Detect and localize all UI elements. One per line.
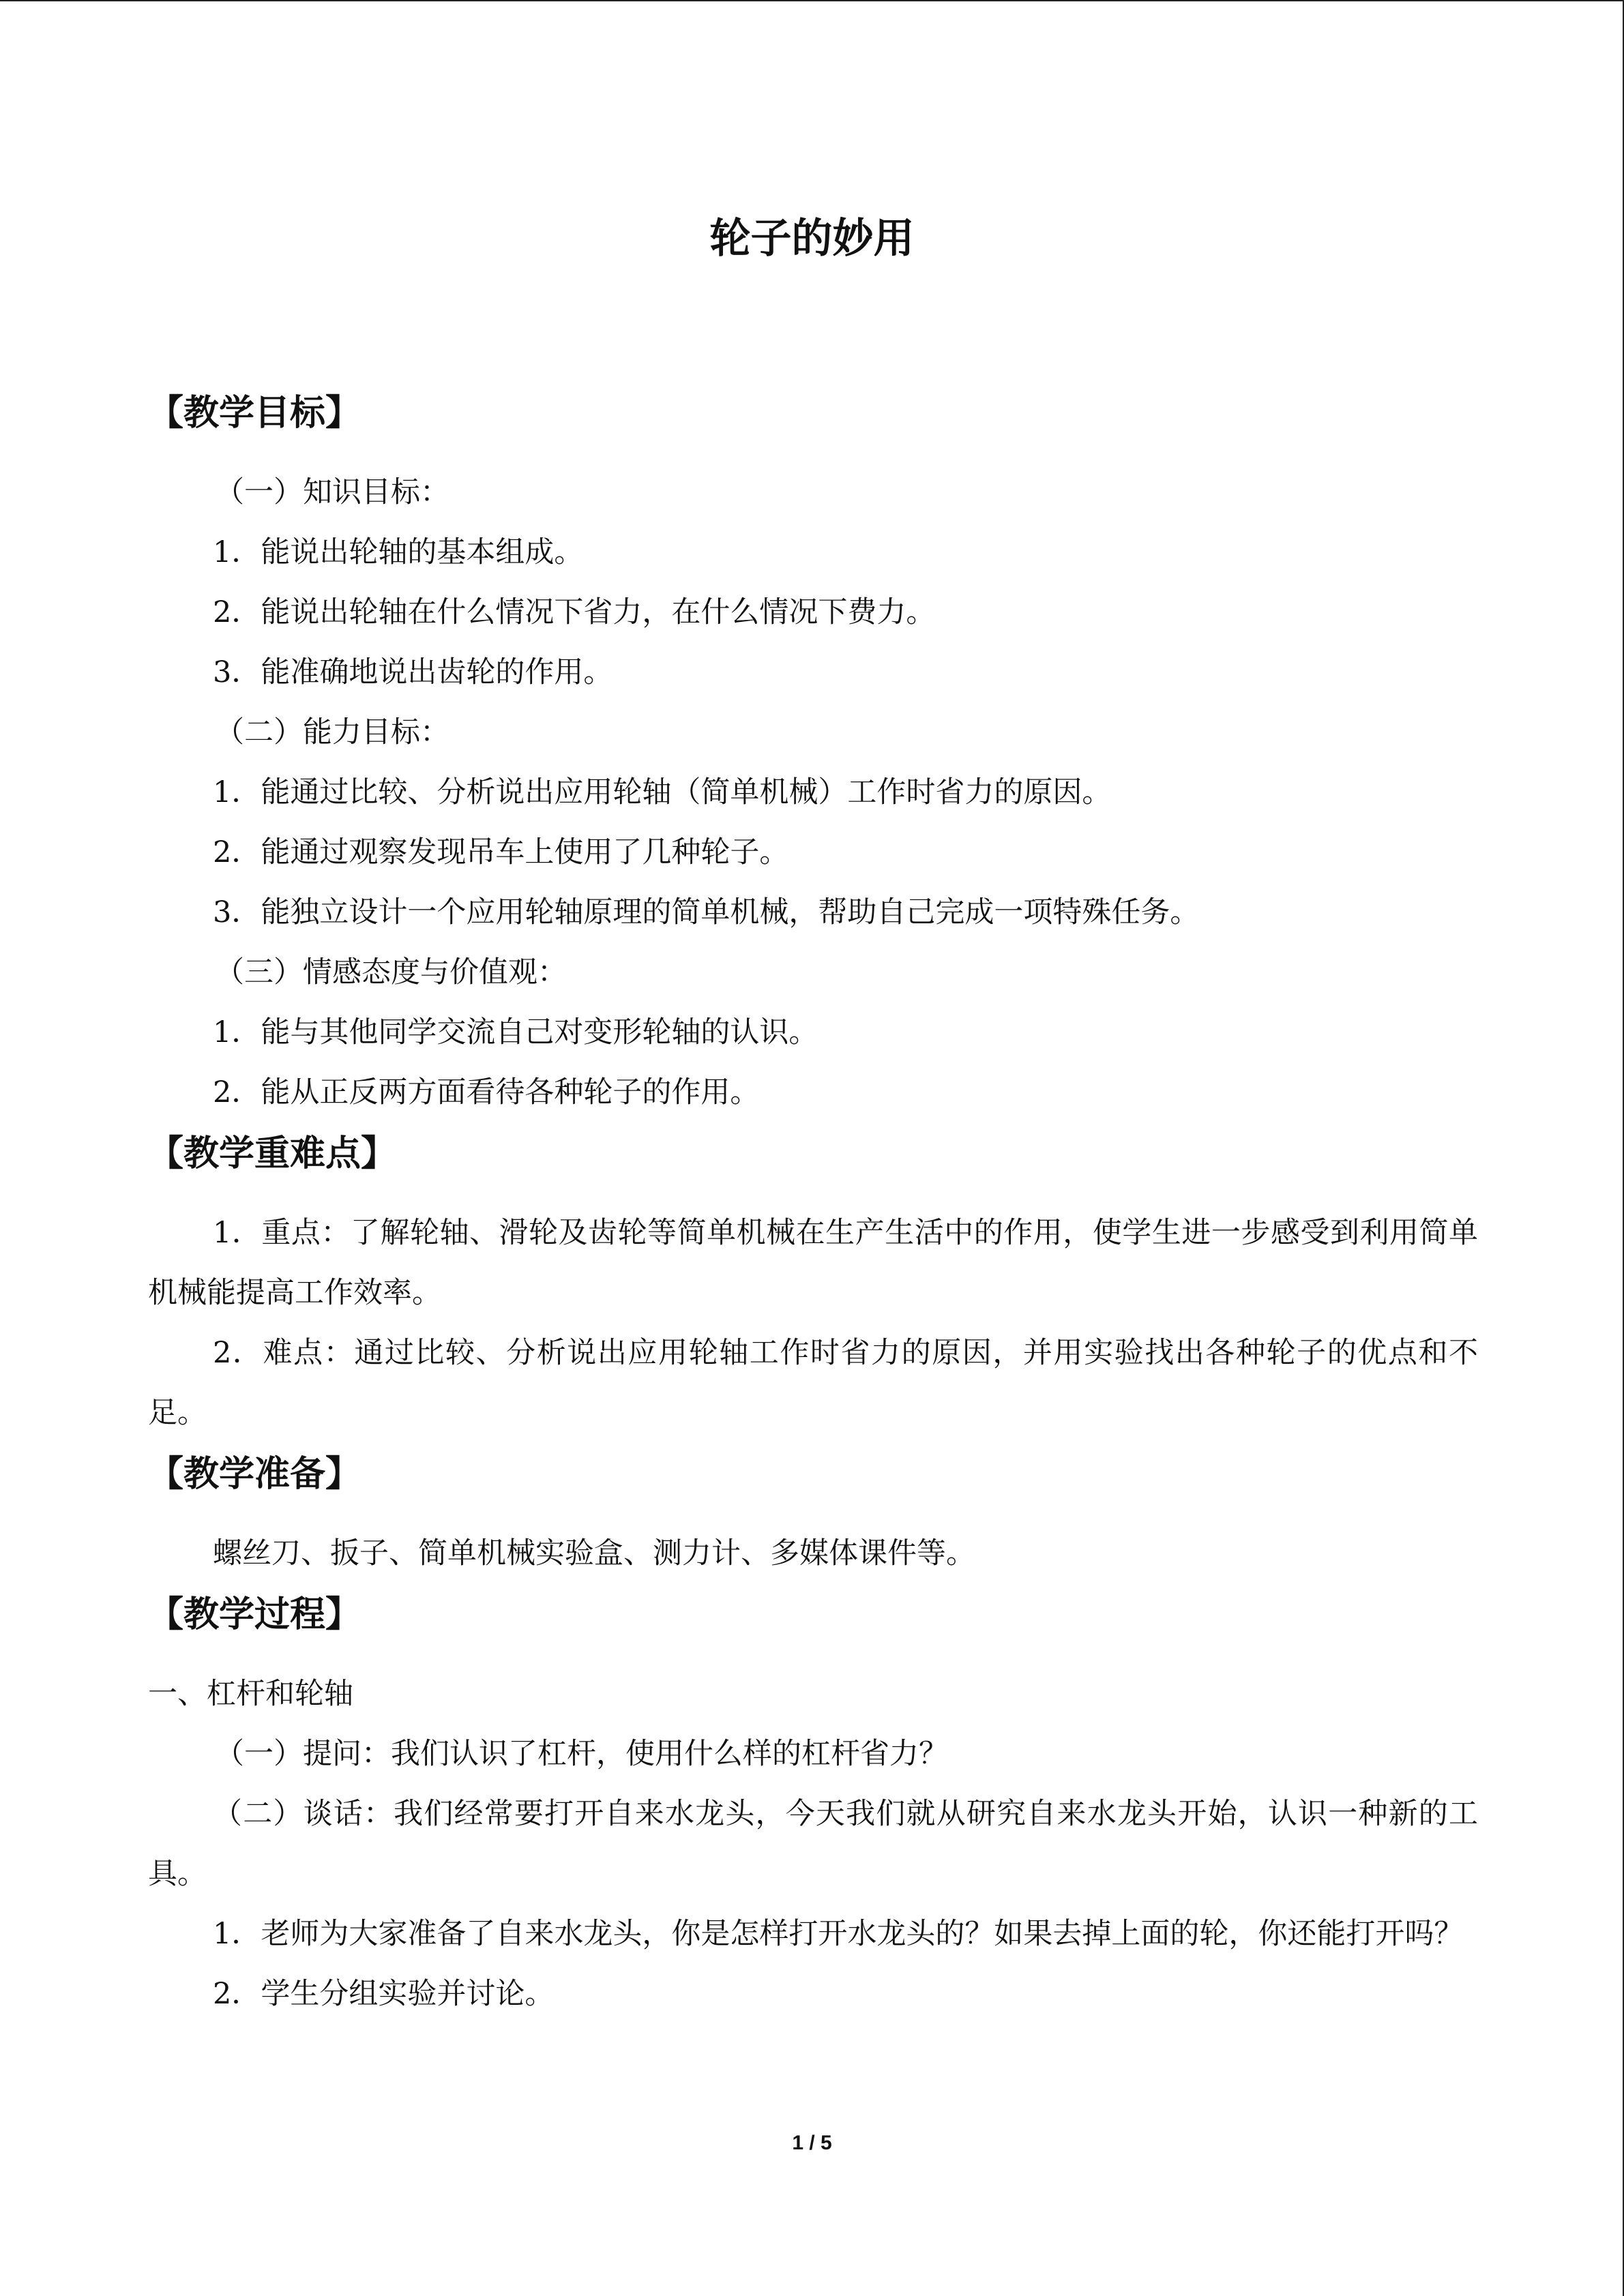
sub-ability-goals: （二）能力目标： (215, 715, 449, 749)
attitude-item-2: 2．能从正反两方面看待各种轮子的作用。 (213, 1075, 760, 1109)
attitude-item-1: 1．能与其他同学交流自己对变形轮轴的认识。 (213, 1015, 818, 1049)
page-number: 1 / 5 (792, 2132, 832, 2154)
key-point-paragraph: 1．重点：了解轮轴、滑轮及齿轮等简单机械在生产生活中的作用，使学生进一步感受到利用简单机械能提高工作效率。 (148, 1216, 1478, 1310)
ability-item-3: 3．能独立设计一个应用轮轴原理的简单机械，帮助自己完成一项特殊任务。 (213, 895, 1200, 929)
heading-process: 【教学过程】 (148, 1594, 361, 1635)
process-step-1: 1．老师为大家准备了自来水龙头，你是怎样打开水龙头的？如果去掉上面的轮，你还能打开吗？ (213, 1917, 1464, 1951)
heading-key-points: 【教学重难点】 (148, 1133, 397, 1174)
difficulty-paragraph: 2．难点：通过比较、分析说出应用轮轴工作时省力的原因，并用实验找出各种轮子的优点和不足。 (148, 1336, 1478, 1430)
process-section-1: 一、杠杆和轮轴 (148, 1677, 353, 1711)
preparation-paragraph: 螺丝刀、扳子、简单机械实验盒、测力计、多媒体课件等。 (213, 1536, 975, 1570)
ability-item-2: 2．能通过观察发现吊车上使用了几种轮子。 (213, 835, 789, 869)
knowledge-item-2: 2．能说出轮轴在什么情况下省力，在什么情况下费力。 (213, 595, 936, 629)
process-talk-paragraph: （二）谈话：我们经常要打开自来水龙头，今天我们就从研究自来水龙头开始，认识一种新的工具。 (148, 1797, 1478, 1891)
document-body (148, 382, 1478, 2024)
heading-objectives: 【教学目标】 (148, 393, 361, 434)
process-question-1: （一）提问：我们认识了杠杆，使用什么样的杠杆省力？ (215, 1737, 948, 1771)
heading-preparation: 【教学准备】 (148, 1454, 361, 1495)
sub-knowledge-goals: （一）知识目标： (215, 475, 449, 509)
document-title: 轮子的妙用 (709, 215, 915, 263)
knowledge-item-3: 3．能准确地说出齿轮的作用。 (213, 655, 613, 689)
process-step-2: 2．学生分组实验并讨论。 (213, 1977, 555, 2011)
knowledge-item-1: 1．能说出轮轴的基本组成。 (213, 535, 584, 569)
ability-item-1: 1．能通过比较、分析说出应用轮轴（简单机械）工作时省力的原因。 (213, 775, 1112, 809)
sub-attitude-goals: （三）情感态度与价值观： (215, 955, 567, 989)
